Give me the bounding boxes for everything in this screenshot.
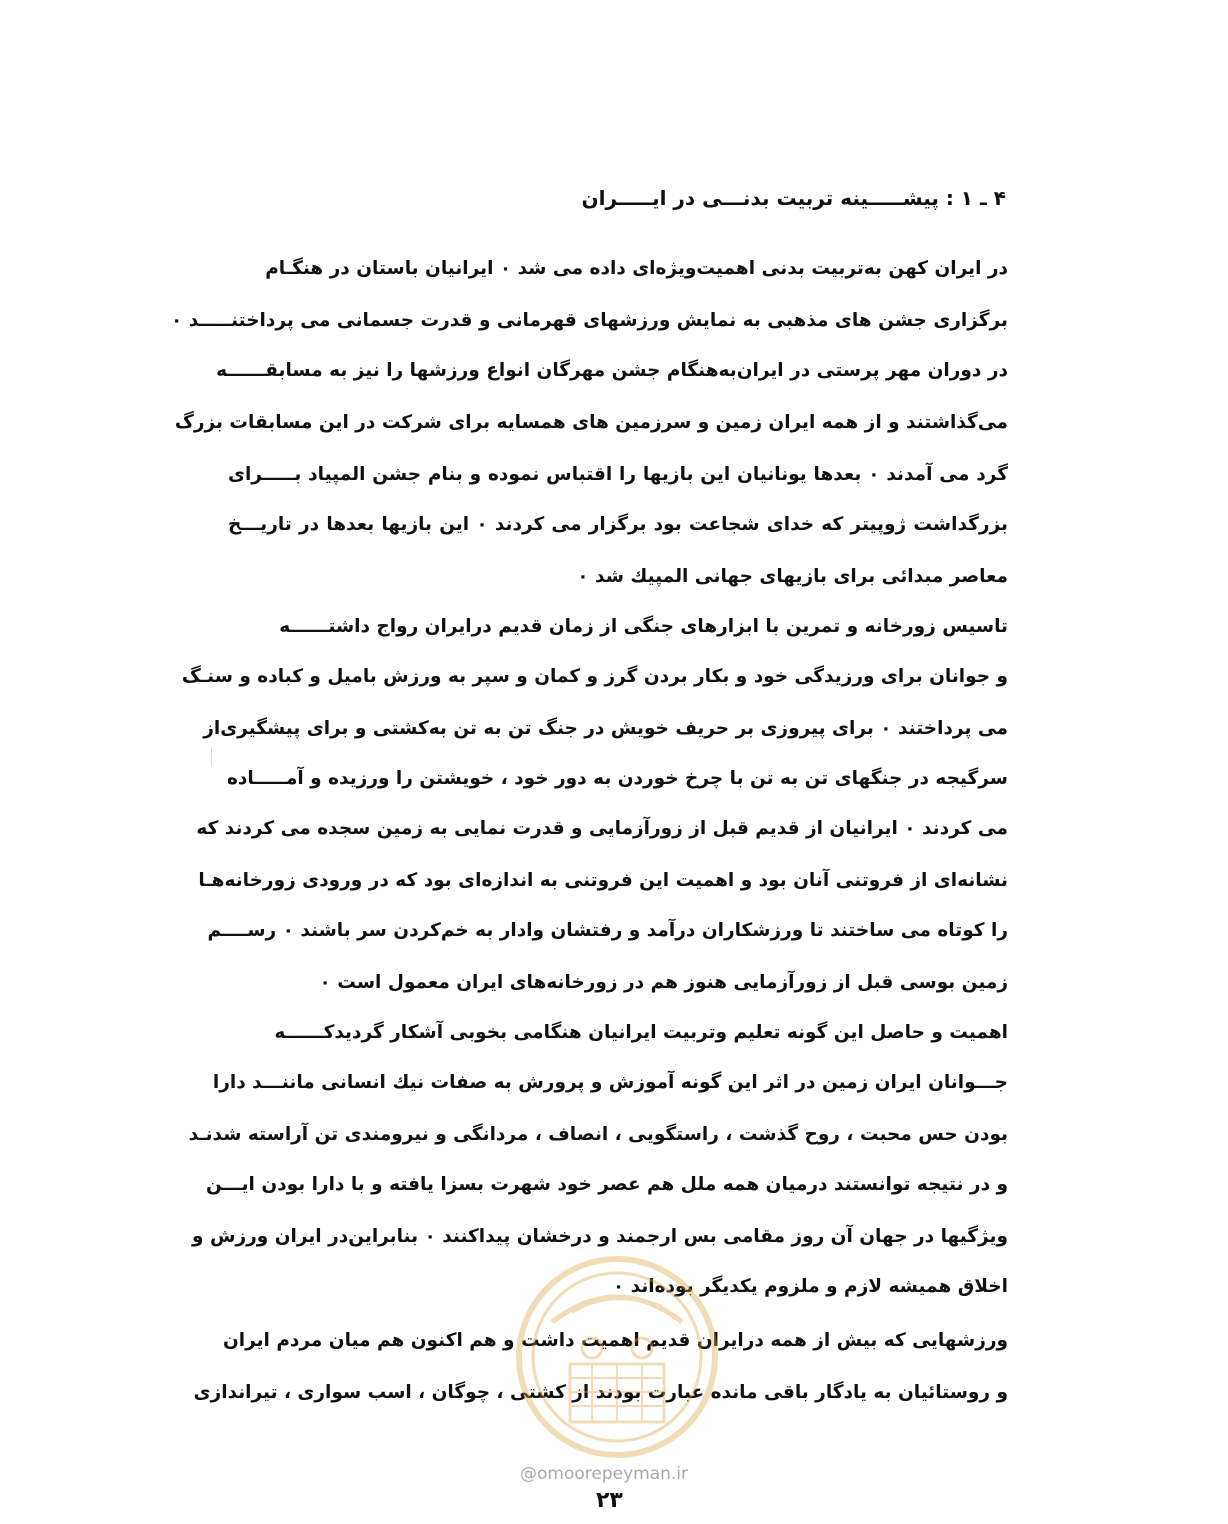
section-heading: ۴ ـ ۱ : پیشـــــینه تربیت بدنـــی در ایـــــران [581, 186, 1006, 210]
paragraph-1-line-4: می‌گذاشتند و از همه ایران زمین و سرزمین های همسایه برای شرکت در این مسابقات بزرگ [174, 412, 1008, 433]
paragraph-2-line-2: و جوانان برای ورزیدگی خود و بکار بردن گرز و کمان و سپر به ورزش بامیل و کباده و سنـگ [181, 666, 1008, 687]
paragraph-2-line-6: نشانه‌ای از فروتنی آنان بود و اهمیت این فروتنی به اندازه‌ای بود که در ورودی زورخانه‌هـا [198, 870, 1008, 891]
paragraph-2-line-1: تاسیس زورخانه و تمرین با ابزارهای جنگی از زمان قدیم درایران رواج داشتــــــه [279, 616, 1008, 637]
watermark-seal-icon [512, 1252, 722, 1462]
paragraph-1-line-6: بزرگداشت ژوپیتر که خدای شجاعت بود برگزار می کردند ۰ این بازیها بعدها در تاریـــخ [228, 514, 1009, 535]
paragraph-2-line-4: سرگیجه در جنگهای تن به تن با چرخ خوردن به دور خود ، خویشتن را ورزیده و آمـــــاده [226, 768, 1008, 789]
paragraph-4-line-1: ورزشهایی که بیش از همه درایران قدیم اهمیت داشت و هم اکنون هم میان مردم ایران [222, 1330, 1008, 1351]
paragraph-2-line-3: می پرداختند ۰ برای پیروزی بر حریف خویش در جنگ تن به تن به‌کشتی و برای پیشگیری‌از [203, 718, 1008, 739]
paragraph-4-line-2: و روستائیان به یادگار باقی مانده عبارت بودند از کشتی ، چوگان ، اسب سواری ، تیراندازی [193, 1382, 1008, 1403]
paragraph-1-line-5: گرد می آمدند ۰ بعدها یونانیان این بازیها را اقتباس نموده و بنام جشن المپیاد بـــــرای [228, 464, 1008, 485]
paragraph-1-line-2: برگزاری جشن های مذهبی به نمایش ورزشهای قهرمانی و قدرت جسمانی می پرداختنـــــد ۰ [171, 310, 1008, 331]
scan-artifact [211, 748, 212, 766]
page-number: ۲۳ [596, 1488, 623, 1513]
paragraph-3-line-6: اخلاق همیشه لازم و ملزوم یکدیگر بوده‌اند ۰ [612, 1276, 1008, 1297]
paragraph-2-line-8: زمین بوسی قبل از زورآزمایی هنوز هم در زورخانه‌های ایران معمول است ۰ [319, 972, 1008, 993]
paragraph-3-line-4: و در نتیجه توانستند درمیان همه ملل هم عصر خود شهرت بسزا یافته و با دارا بودن ایـــن [205, 1174, 1008, 1195]
paragraph-1-line-7: معاصر مبدائی برای بازیهای جهانی المپیك شد ۰ [577, 566, 1008, 587]
paragraph-3-line-1: اهمیت و حاصل این گونه تعلیم وتربیت ایرانیان هنگامی بخوبی آشکار گردیدکــــــه [274, 1022, 1008, 1043]
paragraph-3-line-3: بودن حس محبت ، روح گذشت ، راستگویی ، انصاف ، مردانگی و نیرومندی تن آراسته شدنـد [188, 1124, 1008, 1145]
paragraph-1-line-3: در دوران مهر پرستی در ایران‌به‌هنگام جشن مهرگان انواع ورزشها را نیز به مسابقــــــه [216, 360, 1008, 381]
paragraph-2-line-5: می کردند ۰ ایرانیان از قدیم قبل از زورآزمایی و قدرت نمایی به زمین سجده می کردند که [196, 818, 1008, 839]
paragraph-3-line-5: ویژگیها در جهان آن روز مقامی بس ارجمند و درخشان پیداکنند ۰ بنابراین‌در ایران ورزش و [192, 1226, 1008, 1247]
paragraph-3-line-2: جـــوانان ایران زمین در اثر این گونه آموزش و پرورش به صفات نیك انسانی ماننـــد دارا [212, 1072, 1008, 1093]
paragraph-1-line-1: در ایران کهن به‌تربیت بدنی اهمیت‌ویژه‌ای داده می شد ۰ ایرانیان باستان در هنگـام [265, 258, 1008, 279]
paragraph-2-line-7: را کوتاه می ساختند تا ورزشکاران درآمد و رفتشان وادار به خم‌کردن سر باشند ۰ رســــم [207, 920, 1008, 941]
watermark-text: @omoorepeyman.ir [520, 1464, 689, 1484]
